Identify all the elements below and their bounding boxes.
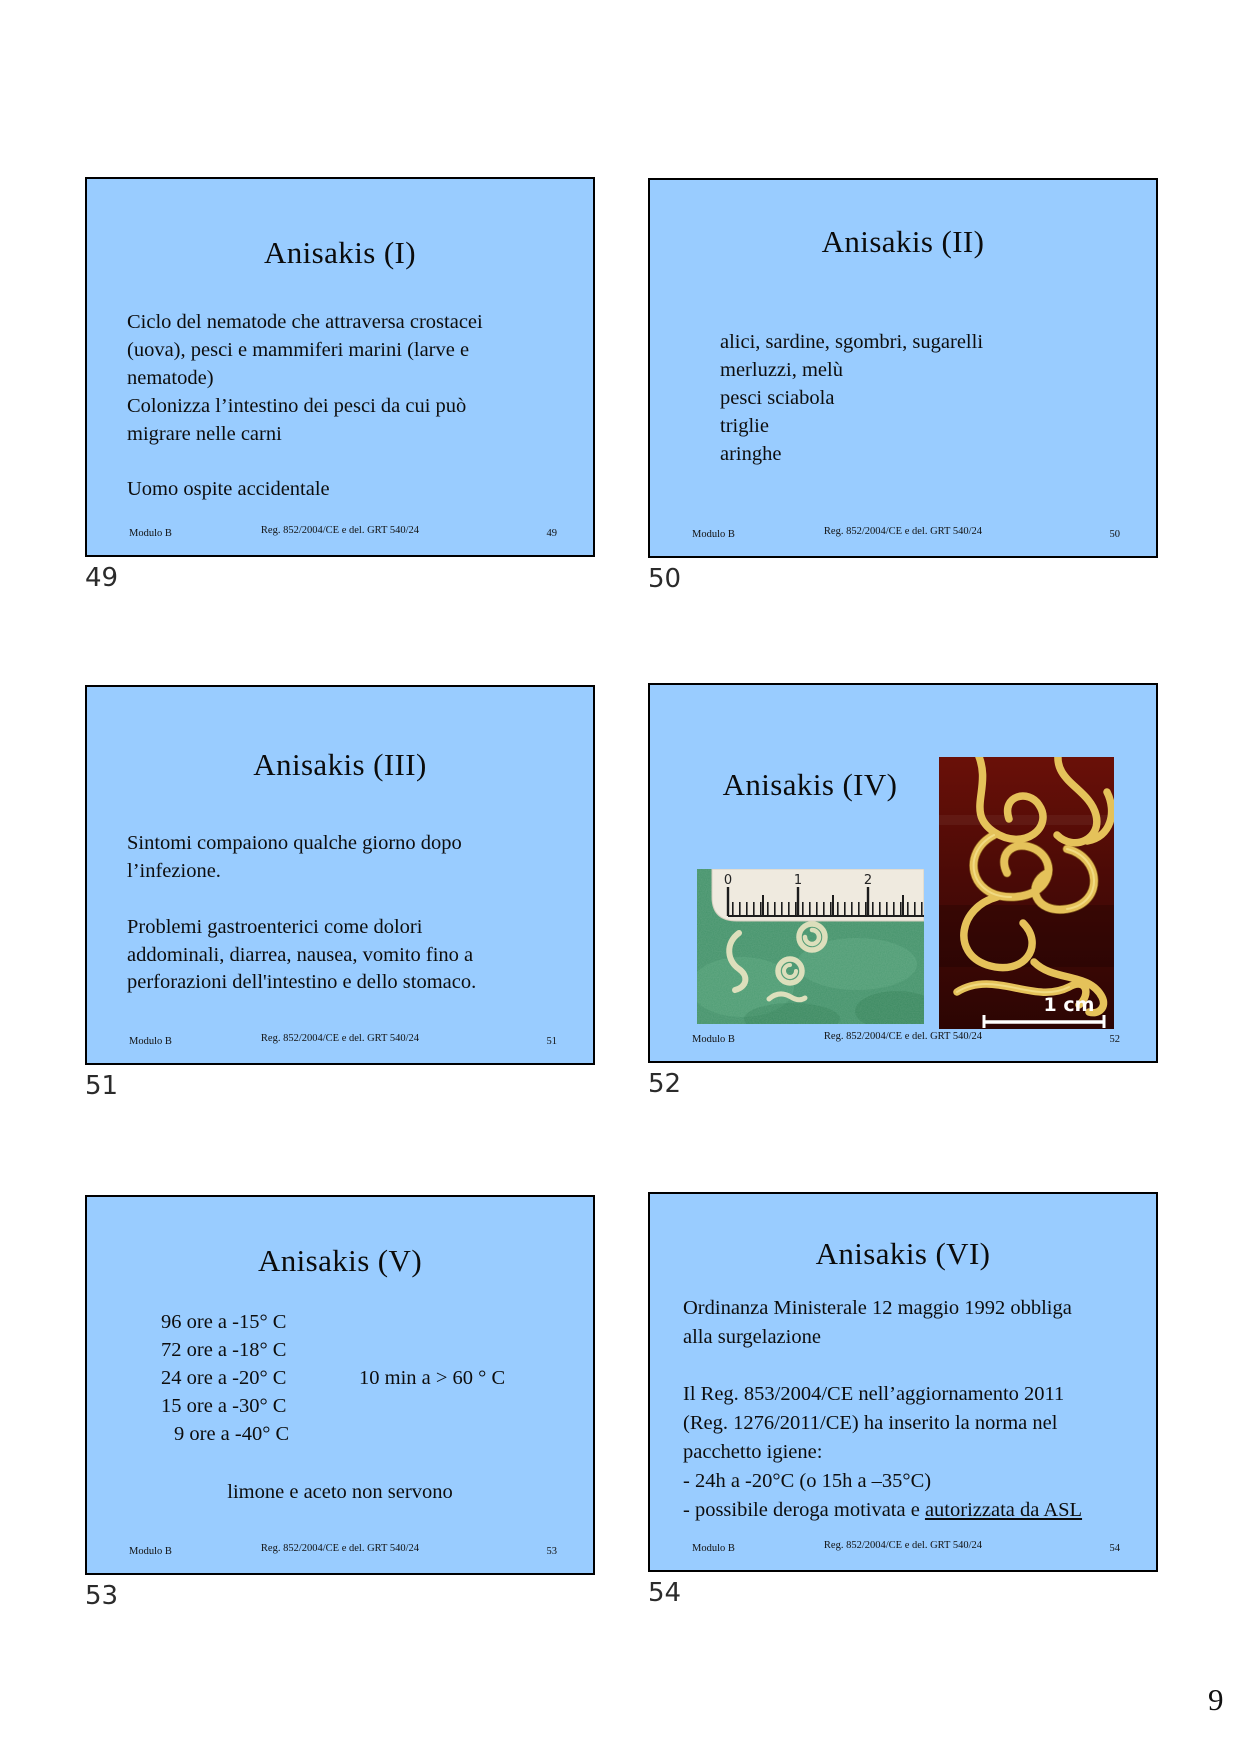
slide-49-title: Anisakis (I) bbox=[263, 235, 417, 270]
body-line bbox=[127, 448, 483, 476]
body-line: - 24h a -20°C (o 15h a –35°C) bbox=[683, 1469, 932, 1492]
body-line: 72 ore a -18° C bbox=[161, 1338, 287, 1361]
deroga-text: - possibile deroga motivata e bbox=[683, 1498, 925, 1521]
slide-54-title: Anisakis (VI) bbox=[815, 1236, 991, 1271]
slide-number-label: 51 bbox=[85, 1071, 119, 1101]
slide-51-footer bbox=[87, 1033, 593, 1047]
body-line bbox=[127, 886, 476, 914]
body-line: Ciclo del nematode che attraversa crostacei bbox=[127, 311, 483, 333]
ruler-number-1: 1 bbox=[793, 873, 803, 888]
body-line: triglie bbox=[720, 415, 769, 437]
body-line: (Reg. 1276/2011/CE) ha inserito la norma nel bbox=[683, 1411, 1058, 1434]
body-line: alici, sardine, sgombri, sugarelli bbox=[720, 331, 984, 353]
lemon-vinegar-note: limone e aceto non servono bbox=[227, 1481, 453, 1503]
slide-51-body bbox=[127, 830, 476, 997]
body-line: (uova), pesci e mammiferi marini (larve e bbox=[127, 338, 470, 361]
slide-number-label: 49 bbox=[85, 563, 119, 593]
scale-bar-label: 1 cm bbox=[1043, 994, 1095, 1016]
body-line: 24 ore a -20° C bbox=[161, 1366, 287, 1389]
slide-number-label: 54 bbox=[648, 1578, 682, 1608]
slide-49-footer bbox=[87, 525, 593, 539]
body-line: addominali, diarrea, nausea, vomito fino a bbox=[127, 943, 474, 966]
footer-regulation-label: Reg. 852/2004/CE e del. GRT 540/24 bbox=[823, 1031, 983, 1042]
ruler-tick-marks bbox=[728, 902, 924, 916]
ruler-number-2: 2 bbox=[863, 873, 873, 888]
footer-regulation-label: Reg. 852/2004/CE e del. GRT 540/24 bbox=[823, 526, 983, 537]
slide-53-footer bbox=[87, 1543, 593, 1557]
freezing-times-list bbox=[161, 1309, 289, 1448]
body-line: perforazioni dell'intestino e dello stomaco. bbox=[127, 971, 477, 994]
body-line: 96 ore a -15° C bbox=[161, 1311, 287, 1333]
slide-54 bbox=[648, 1192, 1158, 1572]
slide-54-body bbox=[683, 1294, 1082, 1525]
body-line: 9 ore a -40° C bbox=[174, 1422, 290, 1445]
body-line: migrare nelle carni bbox=[127, 422, 282, 445]
anisakis-larvae-ruler-photo bbox=[697, 869, 924, 1024]
body-line: nematode) bbox=[127, 366, 214, 389]
body-line: alla surgelazione bbox=[683, 1326, 821, 1348]
slide-50-title: Anisakis (II) bbox=[821, 224, 985, 259]
slide-50 bbox=[648, 178, 1158, 558]
page-number: 9 bbox=[1208, 1682, 1224, 1717]
footer-module-label: Modulo B bbox=[692, 1034, 735, 1045]
slide-49 bbox=[85, 177, 595, 557]
body-line: Il Reg. 853/2004/CE nell’aggiornamento 2011 bbox=[683, 1382, 1065, 1405]
footer-regulation-label: Reg. 852/2004/CE e del. GRT 540/24 bbox=[260, 1543, 420, 1554]
slide-50-footer bbox=[650, 526, 1156, 540]
slide-52 bbox=[648, 683, 1158, 1063]
footer-module-label: Modulo B bbox=[129, 1036, 172, 1047]
slide-52-title: Anisakis (IV) bbox=[722, 767, 898, 802]
footer-module-label: Modulo B bbox=[692, 1543, 735, 1554]
slide-53 bbox=[85, 1195, 595, 1575]
body-line: Uomo ospite accidentale bbox=[127, 478, 330, 501]
footer-slide-number: 52 bbox=[1109, 1034, 1120, 1045]
footer-slide-number: 54 bbox=[1109, 1543, 1120, 1554]
slide-53-title: Anisakis (V) bbox=[257, 1243, 423, 1278]
body-line: Sintomi compaiono qualche giorno dopo bbox=[127, 832, 462, 854]
footer-regulation-label: Reg. 852/2004/CE e del. GRT 540/24 bbox=[260, 525, 420, 536]
heating-time-note: 10 min a > 60 ° C bbox=[359, 1367, 506, 1389]
slide-52-footer bbox=[650, 1031, 1156, 1045]
body-line bbox=[683, 1352, 1082, 1380]
body-line: merluzzi, melù bbox=[720, 359, 843, 381]
footer-module-label: Modulo B bbox=[129, 528, 172, 539]
footer-regulation-label: Reg. 852/2004/CE e del. GRT 540/24 bbox=[823, 1540, 983, 1551]
footer-slide-number: 50 bbox=[1109, 529, 1120, 540]
footer-slide-number: 51 bbox=[546, 1036, 557, 1047]
footer-slide-number: 49 bbox=[546, 528, 557, 539]
footer-module-label: Modulo B bbox=[692, 529, 735, 540]
anisakis-worms-photo bbox=[939, 757, 1114, 1029]
body-line-deroga bbox=[683, 1496, 1082, 1525]
body-line: pesci sciabola bbox=[720, 387, 835, 409]
slide-51-title: Anisakis (III) bbox=[253, 747, 427, 782]
body-line: aringhe bbox=[720, 443, 782, 465]
slide-51 bbox=[85, 685, 595, 1065]
slide-49-body bbox=[127, 309, 483, 504]
deroga-underlined-text: autorizzata da ASL bbox=[924, 1498, 1083, 1521]
slide-54-footer bbox=[650, 1540, 1156, 1554]
footer-slide-number: 53 bbox=[546, 1546, 557, 1557]
body-line: 15 ore a -30° C bbox=[161, 1394, 287, 1417]
footer-regulation-label: Reg. 852/2004/CE e del. GRT 540/24 bbox=[260, 1033, 420, 1044]
body-line: Ordinanza Ministerale 12 maggio 1992 obbliga bbox=[683, 1297, 1072, 1319]
body-line: Colonizza l’intestino dei pesci da cui può bbox=[127, 394, 467, 417]
body-line: l’infezione. bbox=[127, 859, 221, 882]
footer-module-label: Modulo B bbox=[129, 1546, 172, 1557]
slide-number-label: 52 bbox=[648, 1069, 682, 1099]
slide-number-label: 50 bbox=[648, 564, 682, 594]
slide-number-label: 53 bbox=[85, 1581, 119, 1611]
body-line: pacchetto igiene: bbox=[683, 1440, 823, 1463]
slide-50-body bbox=[720, 328, 983, 468]
ruler-number-0: 0 bbox=[723, 873, 733, 888]
body-line: Problemi gastroenterici come dolori bbox=[127, 915, 423, 938]
